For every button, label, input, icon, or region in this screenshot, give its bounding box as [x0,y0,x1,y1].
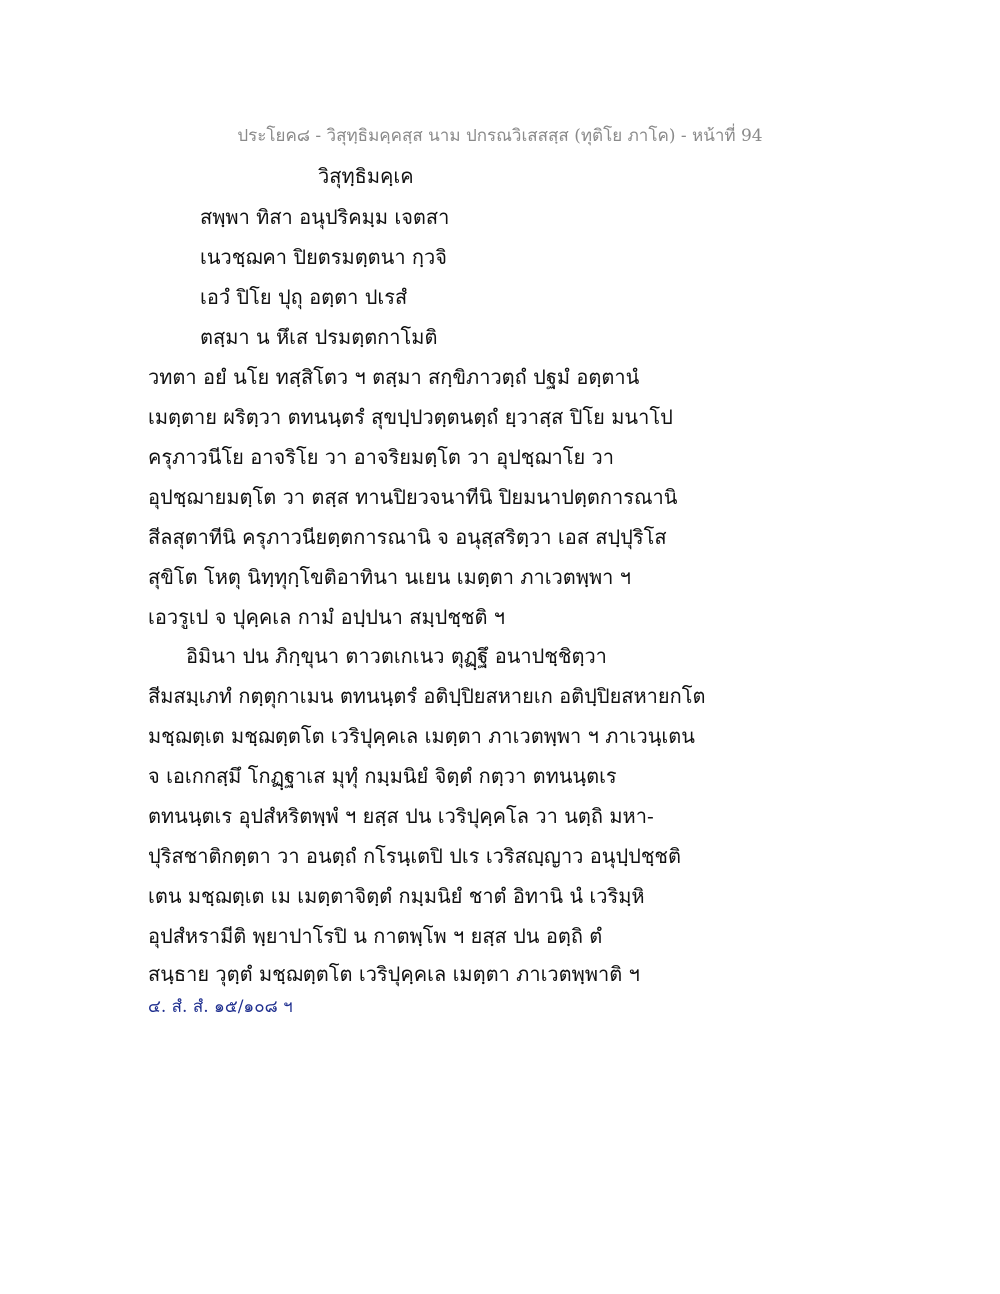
paragraph-line: สีมสมฺเภทํ กตฺตุกาเมน ตทนนฺตรํ อติปฺปิยสหายเก อติปฺปิยสหายกโต [148,684,706,708]
paragraph-line: อิมินา ปน ภิกฺขุนา ตาวตเกเนว ตุฏฺฐึ อนาปชฺชิตฺวา [186,644,607,668]
paragraph-line: เตน มชฺฌตฺเต เม เมตฺตาจิตฺตํ กมฺมนิยํ ชาตํ อิทานิ นํ เวริมฺหิ [148,884,645,908]
paragraph-line: สุขิโต โหตุ นิทฺทุกฺโขติอาทินา นเยน เมตฺตา ภาเวตพฺพา ฯ [148,565,631,589]
paragraph-line: จ เอเกกสฺมึ โกฏฺฐาเส มุทุํ กมฺมนิยํ จิตฺตํ กตฺวา ตทนนฺตเร [148,764,617,788]
paragraph-line: วทตา อยํ นโย ทสฺสิโตว ฯ ตสฺมา สกฺขิภาวตฺถํ ปฐมํ อตฺตานํ [148,365,640,389]
verse-line: สพฺพา ทิสา อนุปริคมฺม เจตสา [200,205,450,229]
page-header: ประโยค๘ - วิสุทฺธิมคฺคสฺส นาม ปกรณวิเสสสฺส (ทุติโย ภาโค) - หน้าที่ 94 [237,126,763,146]
verse-line: ตสฺมา น หึเส ปรมตฺตกาโมติ [200,325,438,349]
paragraph-line: อุปสํหรามีติ พฺยาปาโรปิ น กาตพฺโพ ฯ ยสฺส ปน อตฺถิ ตํ [148,924,603,948]
paragraph-line: ตทนนฺตเร อุปสํหริตพฺพํ ฯ ยสฺส ปน เวริปุคฺคโล วา นตฺถิ มหา- [148,804,654,828]
footnote: ๔. สํ. สํ. ๑๕/๑๐๘ ฯ [148,997,293,1017]
paragraph-line: เมตฺตาย ผริตฺวา ตทนนฺตรํ สุขปฺปวตฺตนตฺถํ ยฺวาสฺส ปิโย มนาโป [148,405,673,429]
paragraph-line: สนฺธาย วุตฺตํ มชฺฌตฺตโต เวริปุคฺคเล เมตฺตา ภาเวตพฺพาติ ฯ [148,962,640,986]
paragraph-line: อุปชฺฌายมตฺโต วา ตสฺส ทานปิยวจนาทีนิ ปิยมนาปตฺตการณานิ [148,485,678,509]
verse-line: เนวชฺฌคา ปิยตรมตฺตนา กฺวจิ [200,245,447,269]
verse-line: เอวํ ปิโย ปุถุ อตฺตา ปเรสํ [200,285,408,309]
paragraph-line: ครุภาวนีโย อาจริโย วา อาจริยมตฺโต วา อุปชฺฌาโย วา [148,445,614,469]
paragraph-line: สีลสุตาทีนิ ครุภาวนียตฺตการณานิ จ อนุสฺสริตฺวา เอส สปฺปุริโส [148,525,667,549]
paragraph-line: ปุริสชาติกตฺตา วา อนตฺถํ กโรนฺเตปิ ปเร เวริสญฺญาว อนุปฺปชฺชติ [148,844,681,868]
paragraph-line: เอวรูเป จ ปุคฺคเล กามํ อปฺปนา สมฺปชฺชติ ฯ [148,605,506,629]
paragraph-line: มชฺฌตฺเต มชฺฌตฺตโต เวริปุคฺคเล เมตฺตา ภาเวตพฺพา ฯ ภาเวนฺเตน [148,724,695,748]
section-title: วิสุทฺธิมคฺเค [318,164,414,188]
